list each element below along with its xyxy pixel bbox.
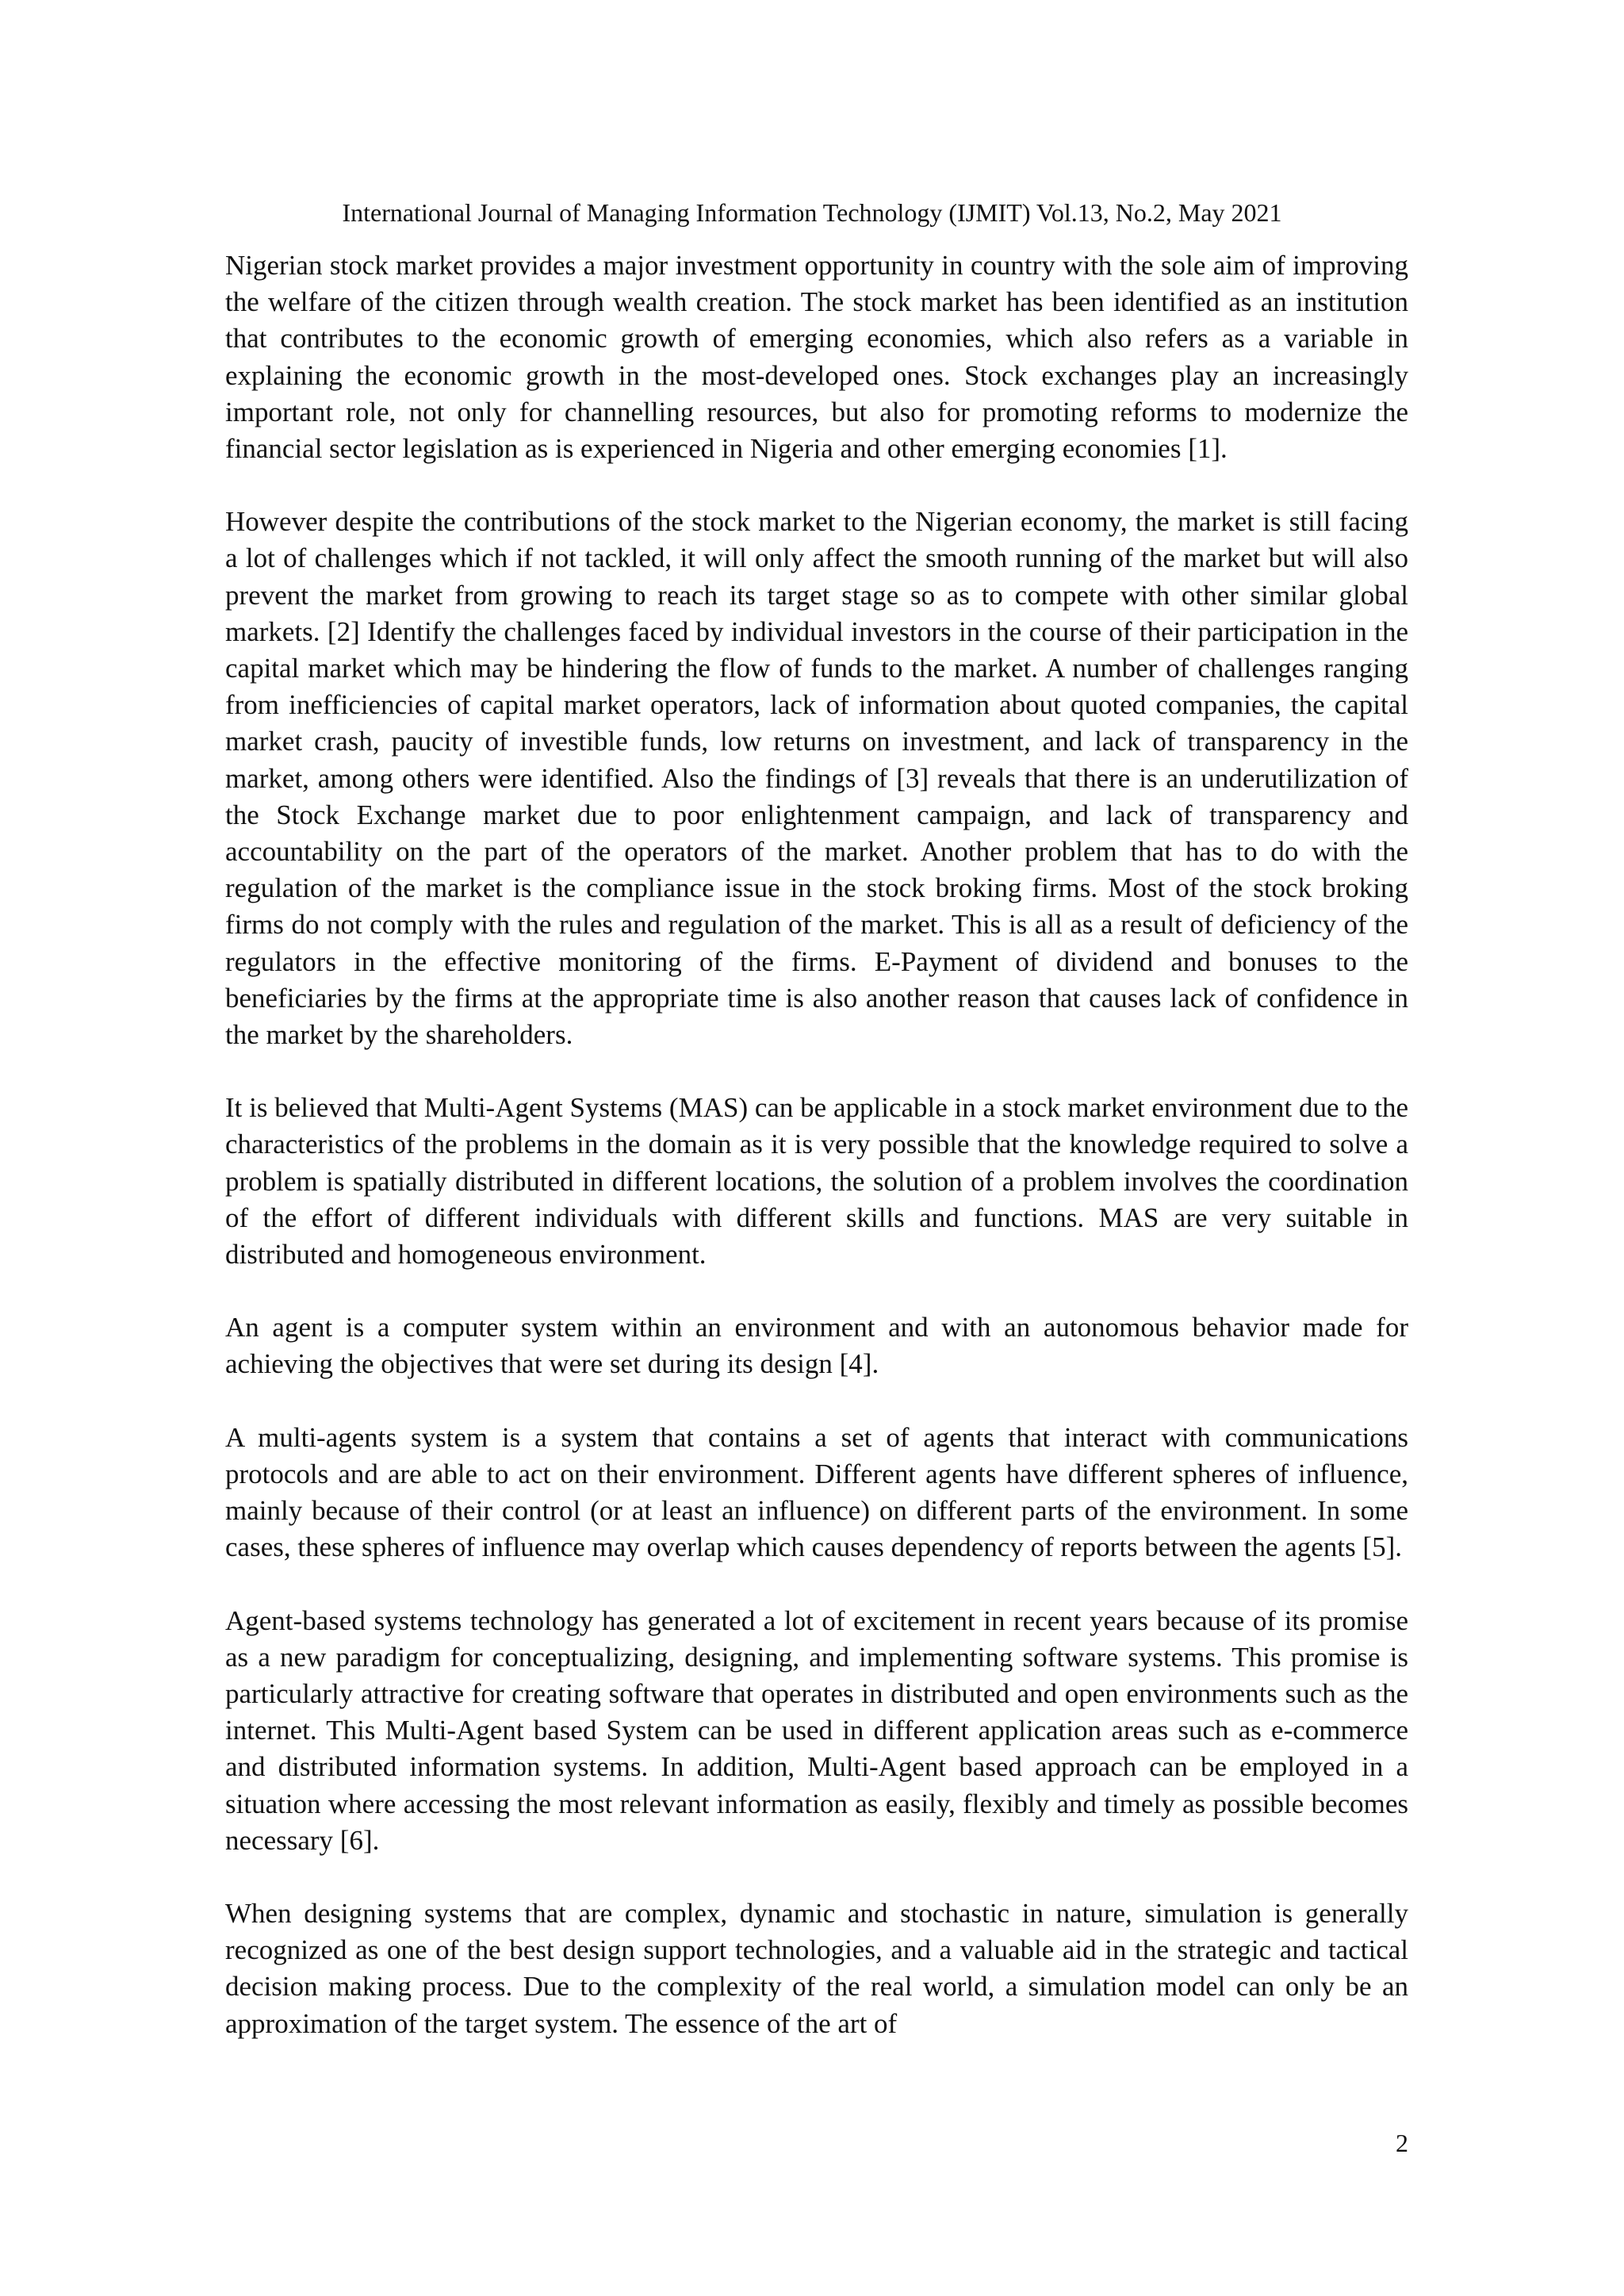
paragraph-agent-definition: An agent is a computer system within an environment and with an autonomous behavior made for achieving the objectives that were set during its design [4]. bbox=[225, 1312, 1408, 1380]
body-text bbox=[225, 247, 1408, 2079]
paragraph-mas-applicability: It is believed that Multi-Agent Systems (MAS) can be applicable in a stock market environment due to the characteristics of the problems in the domain as it is very possible that the knowledge required to solve a problem is spatially distributed in different locations, the solution of a problem involves the coordination of the effort of different individuals with different skills and functions. MAS are very suitable in distributed and homogeneous environment. bbox=[225, 1092, 1408, 1271]
paragraph-stock-market-intro: Nigerian stock market provides a major investment opportunity in country with the sole aim of improving the welfare of the citizen through wealth creation. The stock market has been identified as an institution that contributes to the economic growth of emerging economies, which also refers as a variable in explaining the economic growth in the most-developed ones. Stock exchanges play an increasingly important role, not only for channelling resources, but also for promoting reforms to modernize the financial sector legislation as is experienced in Nigeria and other emerging economies [1]. bbox=[225, 250, 1408, 465]
paragraph-simulation: When designing systems that are complex, dynamic and stochastic in nature, simulation is generally recognized as one of the best design support technologies, and a valuable aid in the strategic and tactical decision making process. Due to the complexity of the real world, a simulation model can only be an approximation of the target system. The essence of the art of bbox=[225, 1897, 1408, 2039]
paragraph-multi-agent-system: A multi-agents system is a system that contains a set of agents that interact with communications protocols and are able to act on their environment. Different agents have different spheres of influence, mainly because of their control (or at least an influence) on different parts of the environment. In some cases, these spheres of influence may overlap which causes dependency of reports between the agents [5]. bbox=[225, 1421, 1408, 1563]
page-number: 2 bbox=[1396, 2129, 1408, 2157]
paragraph-challenges: However despite the contributions of the stock market to the Nigerian economy, the market is still facing a lot of challenges which if not tackled, it will only affect the smooth running of the market but will also prevent the market from growing to reach its target stage so as to compete with other similar global markets. [2] Identify the challenges faced by individual investors in the course of their participation in the capital market which may be hindering the flow of funds to the market. A number of challenges ranging from inefficiencies of capital market operators, lack of information about quoted companies, the capital market crash, paucity of investible funds, low returns on investment, and lack of transparency in the market, among others were identified. Also the findings of [3] reveals that there is an underutilization of the Stock Exchange market due to poor enlightenment campaign, and lack of transparency and accountability on the part of the operators of the market. Another problem that has to do with the regulation of the market is the compliance issue in the stock broking firms. Most of the stock broking firms do not comply with the rules and regulation of the market. This is all as a result of deficiency of the regulators in the effective monitoring of the firms. E-Payment of dividend and bonuses to the beneficiaries by the firms at the appropriate time is also another reason that causes lack of confidence in the market by the shareholders. bbox=[225, 506, 1408, 1051]
paragraph-agent-based-technology: Agent-based systems technology has generated a lot of excitement in recent years because of its promise as a new paradigm for conceptualizing, designing, and implementing software systems. This promise is particularly attractive for creating software that operates in distributed and open environments such as the internet. This Multi-Agent based System can be used in different application areas such as e-commerce and distributed information systems. In addition, Multi-Agent based approach can be employed in a situation where accessing the most relevant information as easily, flexibly and timely as possible becomes necessary [6]. bbox=[225, 1604, 1408, 1856]
running-header: International Journal of Managing Information Technology (IJMIT) Vol.13, No.2, May 2021 bbox=[342, 198, 1282, 227]
